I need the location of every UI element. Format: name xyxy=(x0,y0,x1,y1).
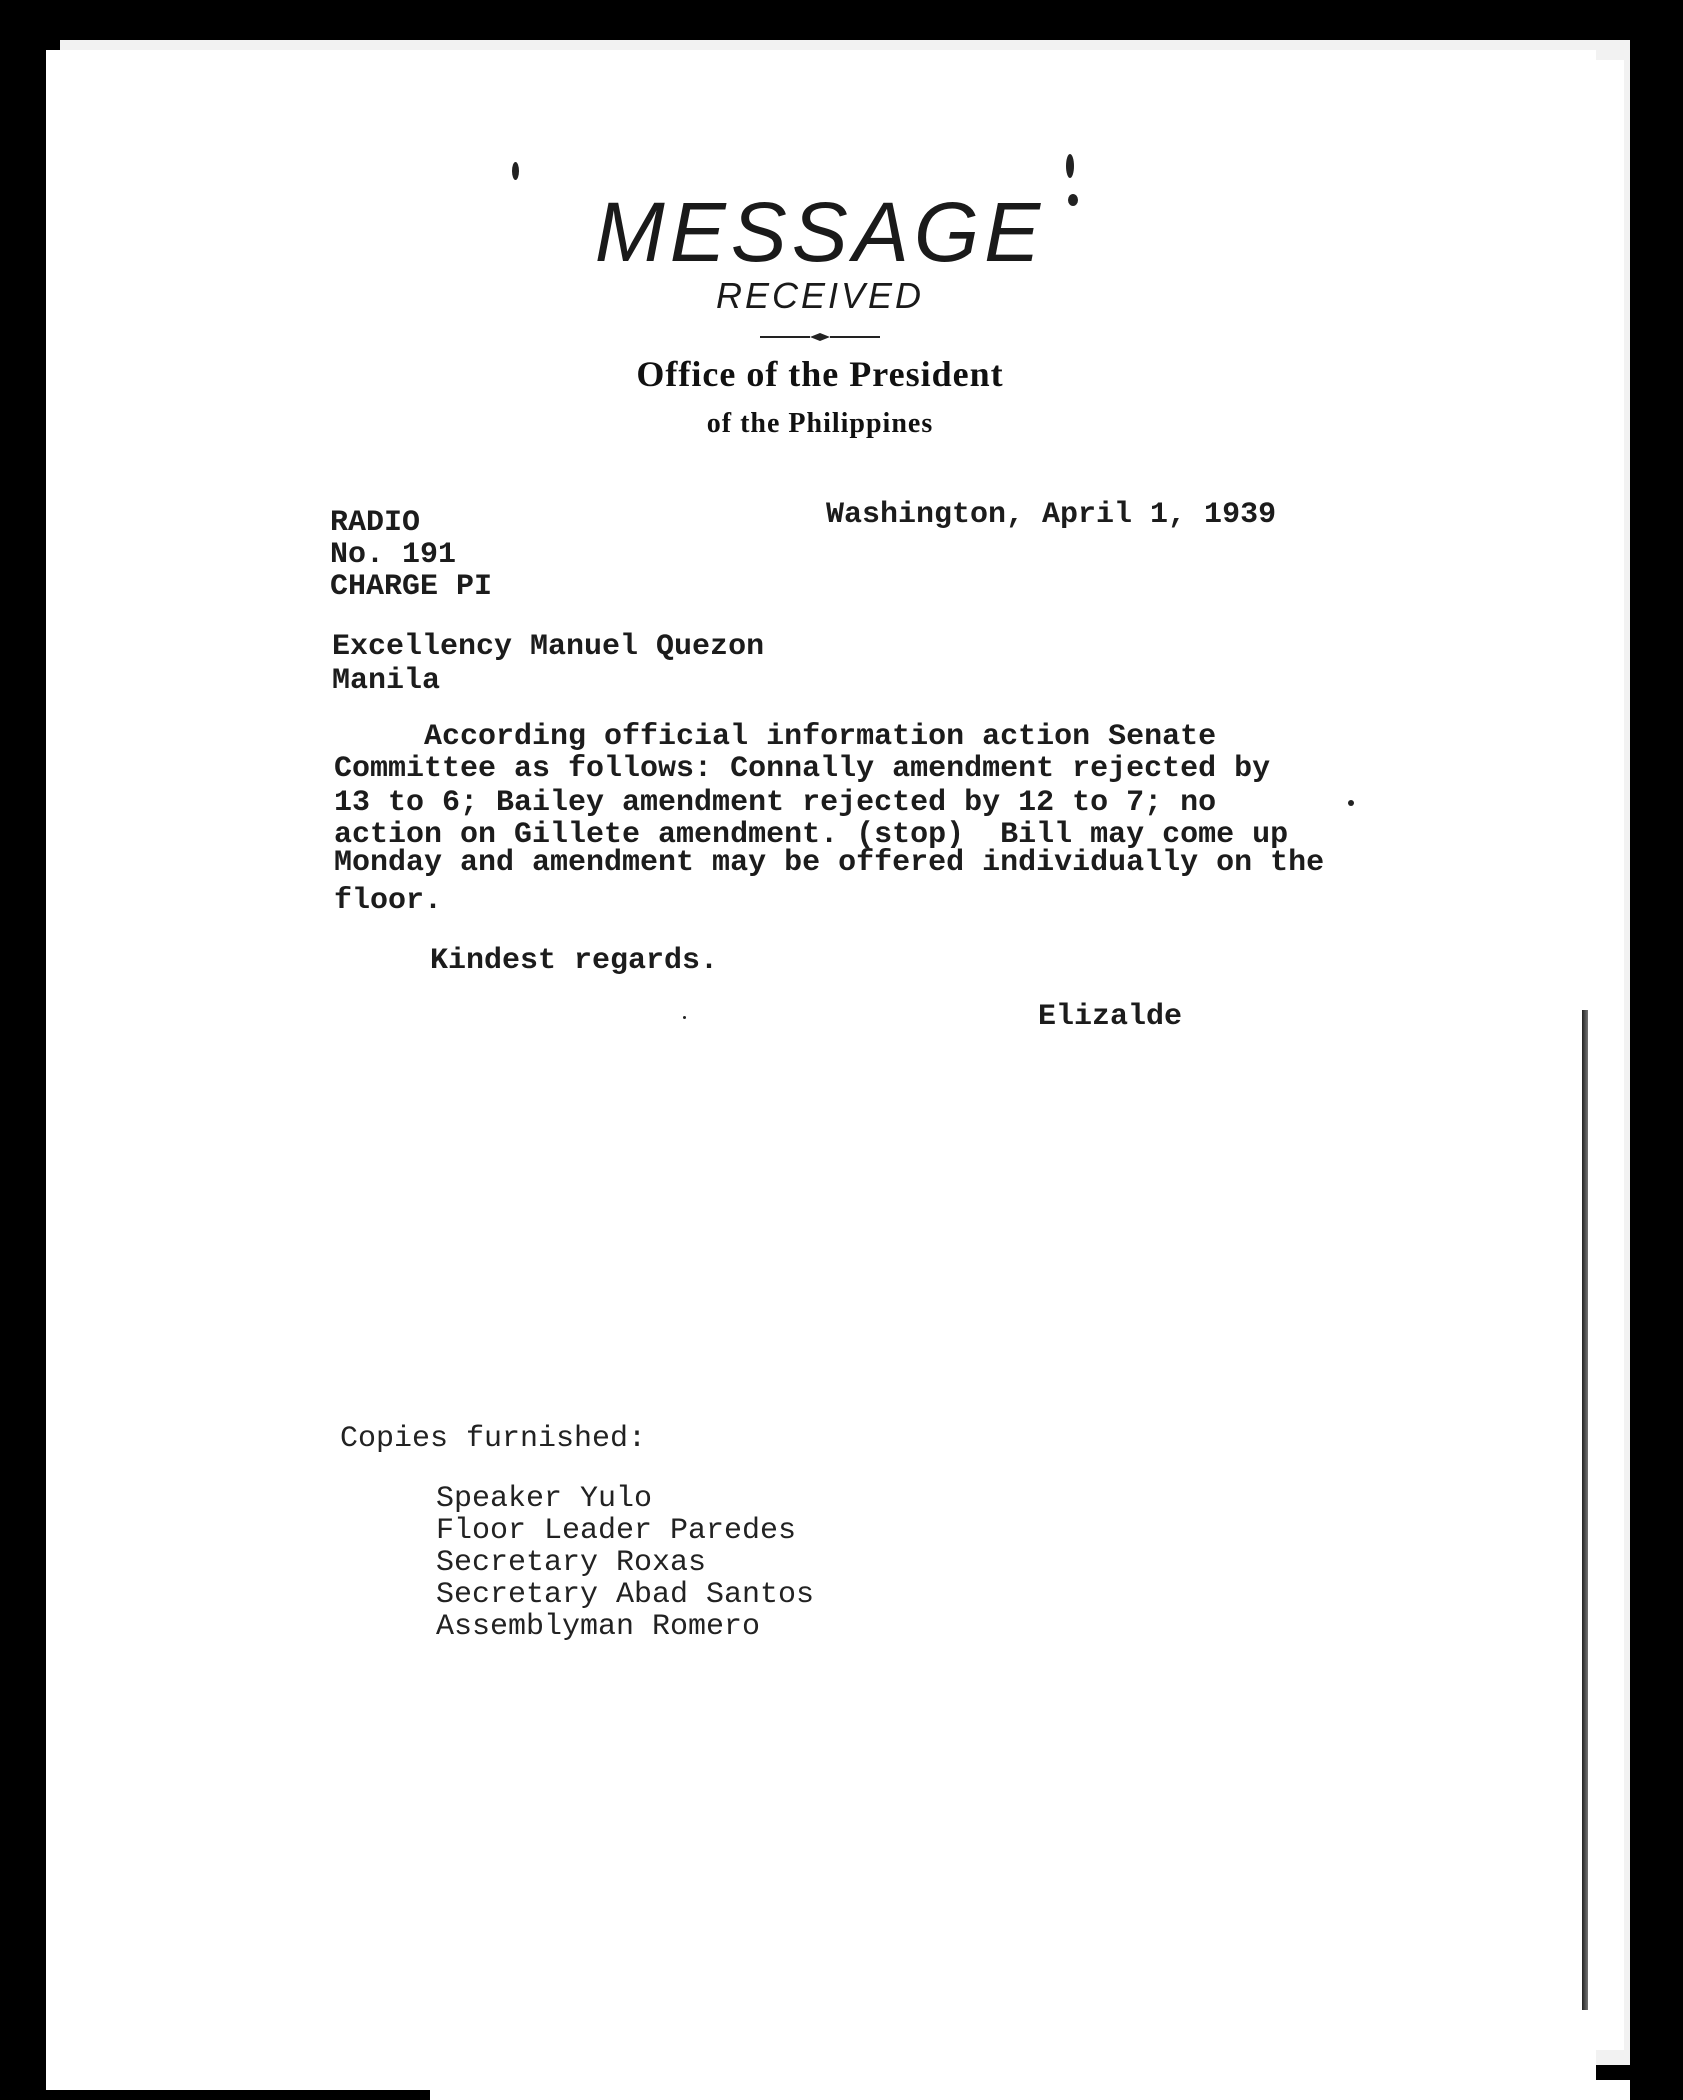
page-edge-shadow xyxy=(1582,1010,1588,2010)
letterhead-country: of the Philippines xyxy=(706,408,934,439)
message-number: No. 191 xyxy=(330,538,457,572)
ink-speck xyxy=(683,1016,686,1019)
body-line: Committee as follows: Connally amendment rejected by xyxy=(334,752,1271,786)
letterhead-subtitle: RECEIVED xyxy=(715,275,925,316)
body-line: floor. xyxy=(334,884,443,918)
letterhead-title: MESSAGE xyxy=(594,185,1046,279)
letterhead-office: Office of the President xyxy=(636,354,1004,394)
copy-recipient: Floor Leader Paredes xyxy=(436,1514,797,1548)
body-line: Monday and amendment may be offered individually on the xyxy=(334,846,1325,880)
letterhead-ornament xyxy=(760,333,880,341)
ink-speck xyxy=(1066,154,1074,178)
back-sheet-edge xyxy=(1592,60,1624,2050)
copy-recipient: Assemblyman Romero xyxy=(436,1610,761,1644)
ink-speck xyxy=(1348,800,1354,806)
bottom-paper-strip xyxy=(430,2080,1630,2100)
copies-heading: Copies furnished: xyxy=(340,1422,647,1456)
copy-recipient: Speaker Yulo xyxy=(436,1482,653,1516)
copy-recipient: Secretary Abad Santos xyxy=(436,1578,815,1612)
message-type: RADIO xyxy=(330,506,421,540)
addressee-city: Manila xyxy=(332,664,441,698)
signature: Elizalde xyxy=(1038,1000,1183,1034)
body-line: According official information action Senate xyxy=(334,720,1217,754)
closing: Kindest regards. xyxy=(430,944,719,978)
message-charge: CHARGE PI xyxy=(330,570,493,604)
place-date: Washington, April 1, 1939 xyxy=(826,498,1277,532)
addressee-name: Excellency Manuel Quezon xyxy=(332,630,765,664)
ink-speck xyxy=(512,162,519,180)
copy-recipient: Secretary Roxas xyxy=(436,1546,707,1580)
body-line: 13 to 6; Bailey amendment rejected by 12 to 7; no xyxy=(334,786,1217,820)
body-line: action on Gillete amendment. (stop) Bill may come up xyxy=(334,818,1289,852)
